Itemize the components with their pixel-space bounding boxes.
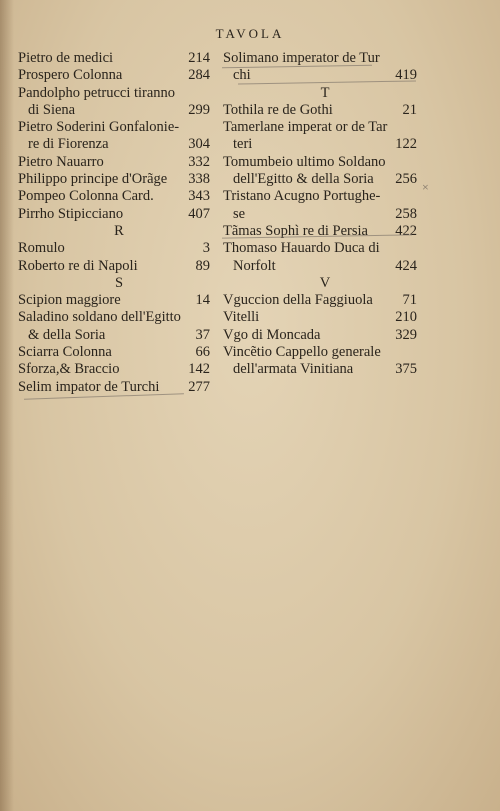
index-entry: [223, 154, 417, 189]
entry-name: Prospero Colonna: [18, 67, 123, 84]
entry-page-number: 424: [395, 257, 417, 274]
margin-cross-mark: ×: [422, 180, 429, 194]
entry-page-number: 284: [188, 67, 210, 84]
entry-name: Pietro de medici: [18, 50, 114, 66]
index-entry: [18, 67, 210, 84]
index-column-left: [18, 50, 210, 396]
entry-page-number: 332: [188, 153, 210, 170]
entry-name-continuation: se: [233, 205, 246, 222]
entry-name: Tomumbeio ultimo Soldano: [223, 153, 386, 170]
entry-page-number: 258: [395, 205, 417, 222]
entry-page-number: 338: [188, 171, 210, 188]
entry-page-number: 277: [188, 378, 210, 395]
entry-page-number: 21: [402, 101, 417, 118]
entry-page-number: 343: [188, 188, 210, 205]
entry-page-number: 3: [202, 240, 210, 257]
entry-page-number: 122: [395, 136, 417, 153]
entry-name: Pompeo Colonna Card.: [18, 188, 154, 205]
entry-name: Roberto re di Napoli: [18, 257, 138, 274]
index-entry: [18, 292, 210, 309]
entry-name-continuation: dell'Egitto & della Soria: [233, 171, 374, 188]
entry-page-number: 14: [195, 292, 210, 309]
entry-page-number: 66: [195, 344, 210, 361]
entry-name: Tamerlane imperat or de Tar: [223, 119, 388, 136]
index-entry: [18, 154, 210, 171]
entry-name: Vincẽtio Cappello generale: [223, 344, 381, 361]
entry-name: Sciarra Colonna: [18, 344, 112, 361]
section-letter: S: [114, 274, 124, 291]
entry-name: Tothila re de Gothi: [223, 101, 333, 118]
entry-page-number: 375: [395, 361, 417, 378]
entry-name-continuation: re di Fiorenza: [28, 136, 109, 153]
entry-name: Tristano Acugno Portughe-: [223, 188, 381, 205]
entry-page-number: 214: [188, 50, 210, 66]
entry-name: Vgo di Moncada: [223, 326, 321, 343]
entry-name: Sforza,& Braccio: [18, 361, 120, 378]
index-entry: [18, 119, 210, 154]
entry-page-number: 89: [195, 257, 210, 274]
index-entry: [18, 206, 210, 223]
entry-name-continuation: Norfolt: [233, 257, 276, 274]
entry-name-continuation: & della Soria: [28, 326, 106, 343]
entry-page-number: 407: [188, 205, 210, 222]
entry-page-number: 256: [395, 171, 417, 188]
entry-name: Pandolpho petrucci tiranno: [18, 84, 176, 101]
index-entry: [18, 188, 210, 205]
page-header: TAVOLA: [215, 26, 285, 41]
entry-page-number: 71: [402, 292, 417, 309]
index-entry: [18, 361, 210, 378]
index-entry: [18, 344, 210, 361]
index-entry: [223, 309, 417, 326]
index-entry: [18, 85, 210, 120]
section-letter: V: [319, 274, 331, 291]
entry-name-continuation: chi: [233, 67, 251, 84]
section-letter: R: [114, 222, 124, 239]
index-entry: [18, 258, 210, 275]
entry-page-number: 37: [195, 326, 210, 343]
index-entry: [18, 171, 210, 188]
index-entry: [223, 292, 417, 309]
entry-page-number: 304: [188, 136, 210, 153]
entry-name: Philippo principe d'Orãge: [18, 171, 168, 188]
entry-name: Vitelli: [223, 309, 260, 326]
entry-name: Vguccion della Faggiuola: [223, 292, 373, 309]
entry-name: Scipion maggiore: [18, 292, 121, 309]
index-entry: [223, 240, 417, 275]
entry-page-number: 142: [188, 361, 210, 378]
entry-name: Solimano imperator de Tur: [223, 50, 380, 66]
entry-name: Tãmas Sophì re di Persia: [223, 222, 368, 239]
entry-page-number: 299: [188, 101, 210, 118]
index-entry: [223, 119, 417, 154]
entry-name: Saladino soldano dell'Egitto: [18, 309, 181, 326]
entry-name: Pirrho Stipicciano: [18, 205, 124, 222]
entry-page-number: 329: [395, 326, 417, 343]
index-column-right: [223, 50, 417, 379]
index-entry: [223, 102, 417, 119]
index-entry: [18, 240, 210, 257]
index-entry: [223, 344, 417, 379]
entry-page-number: 419: [395, 67, 417, 84]
entry-name-continuation: teri: [233, 136, 253, 153]
section-letter: T: [320, 84, 330, 101]
entry-name: Selim impator de Turchi: [18, 378, 160, 395]
entry-name: Romulo: [18, 240, 65, 257]
index-entry: [223, 188, 417, 223]
entry-name: Pietro Nauarro: [18, 153, 104, 170]
entry-page-number: 210: [395, 309, 417, 326]
index-entry: [18, 309, 210, 344]
entry-page-number: 422: [395, 222, 417, 239]
entry-name: Pietro Soderini Gonfalonie-: [18, 119, 180, 136]
entry-name: Thomaso Hauardo Duca di: [223, 240, 380, 257]
entry-name-continuation: di Siena: [28, 101, 76, 118]
index-entry: [18, 50, 210, 67]
index-entry: [223, 327, 417, 344]
entry-name-continuation: dell'armata Vinitiana: [233, 361, 354, 378]
